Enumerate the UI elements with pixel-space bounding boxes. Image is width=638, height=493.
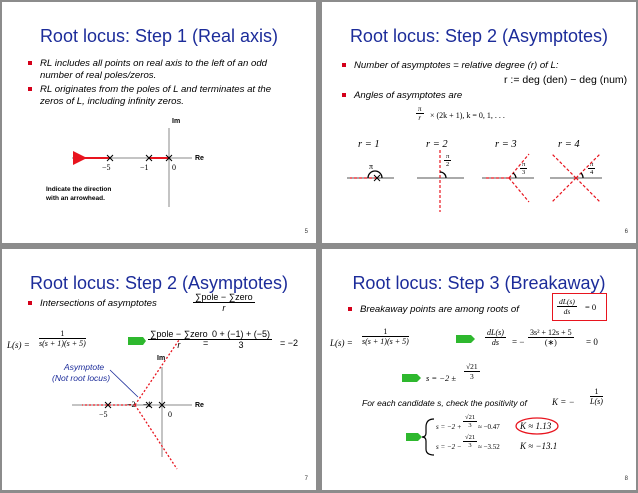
equals-sign: = [203,338,209,348]
tick-label: 0 [168,410,172,419]
calc-fraction-2: $\frac{0 + (-1) + (-5)}{3}$ [212,329,271,350]
transfer-function: $\frac{1}{s(s + 1)(s + 5)}$ [362,327,409,346]
intersection-formula: ∑pole − ∑zero r [195,292,253,313]
callout-line [110,370,138,397]
case-value: ≈ −3.52 [478,443,500,451]
angle-arcs [368,171,583,178]
asymptote-lines [350,150,600,212]
calc-fraction-1: ∑pole − ∑zero r [150,329,208,350]
tick-label: −2 [127,400,136,409]
equals-minus: = − [512,337,525,347]
slide-title: Root locus: Step 2 (Asymptotes) [349,26,609,46]
asymptote-callout: Asymptote [64,362,105,372]
derivative-rhs: 3s² + 12s + 5 (∗) [530,328,572,347]
root-fraction: $\frac{√21}{3}$ [466,362,478,381]
bullet-item: Intersections of asymptotes [40,298,190,310]
tick-label: 0 [172,163,176,172]
box-equals: = 0 [585,302,597,312]
case-fraction: $\frac{√21}{3}$ [465,414,476,429]
case-value: ≈ −0.47 [478,423,500,431]
slide-title: Root locus: Step 3 (Breakaway) [352,273,606,293]
slide-step3-breakaway [322,249,636,490]
K-fraction: $\frac{1}{L(s)}$ [590,387,603,406]
transfer-function-label: L(s) = [330,338,353,348]
transfer-function: $\frac{1}{s(s + 1)(s + 5)}$ [39,329,86,348]
angle-label: $\frac{\pi}{4}$ [590,161,594,176]
bullet-item: Angles of asymptotes are [354,90,624,102]
case-K-value: K ≈ −13.1 [520,441,558,451]
bullet-item: Number of asymptotes = relative degree (r) of L: [354,60,624,72]
axis-label-re: Re [195,155,204,162]
case-fraction: $\frac{√21}{3}$ [465,434,476,449]
root-formula: s = −2 ± [426,373,457,383]
page-number: 8 [624,476,628,482]
green-arrow-icon [128,337,146,345]
angle-label: π [369,162,374,171]
asymptote-callout: (Not root locus) [52,373,111,383]
green-arrow-icon [406,433,422,441]
candidate-text: For each candidate s, check the positivity of [362,398,527,408]
case-label: r = 3 [495,139,517,150]
note-text: with an arrowhead. [46,195,105,202]
bullet-item: RL originates from the poles of L and terminates at the zeros of L, including infinity zeros. [40,84,295,108]
equals-zero: = 0 [586,337,598,347]
transfer-function-label: L(s) = [7,340,30,350]
root-locus-plot [2,2,316,243]
tick-label: −1 [140,163,149,172]
case-K-value: K ≈ 1.13 [520,421,552,431]
bullet-item: RL includes all points on real axis to the left of an odd number of real poles/zeros. [40,58,290,82]
note-text: Indicate the direction [46,186,112,193]
cases-brace [422,419,434,455]
intersection-result: = −2 [280,338,299,348]
bullet-item: Breakaway points are among roots of [360,304,550,316]
slide-title: Root locus: Step 2 (Asymptotes) [29,273,289,293]
asymptote-plot [2,249,316,490]
slide-title: Root locus: Step 1 (Real axis) [39,26,279,46]
axis-label-im: Im [157,355,166,362]
tick-label: −5 [99,410,108,419]
axis-label-re: Re [195,402,204,409]
case-label: r = 2 [426,139,448,150]
tick-label: −5 [102,163,111,172]
tick-label: −1 [143,400,152,409]
page-number: 6 [624,229,628,235]
slide-step2-intersections [2,249,316,490]
formula-r: r := deg (den) − deg (num) [504,74,628,86]
angle-fraction: $\frac{\pi}{r}$ [418,105,422,122]
angle-label: $\frac{\pi}{3}$ [522,161,526,176]
axis-label-im: Im [172,118,181,125]
asymptote-diagrams [322,2,636,243]
case-formula: s = −2 − [436,443,462,451]
case-label: r = 1 [358,139,380,150]
case-formula: s = −2 + [436,423,462,431]
derivative-fraction: $\frac{dL(s)}{ds}$ [487,328,504,347]
angle-formula: × (2k + 1), k = 0, 1, . . . [430,111,505,120]
slide-step1 [2,2,316,243]
page-number: 5 [304,229,308,235]
slide-step2-asymptotes [322,2,636,243]
green-arrow-icon [456,335,475,343]
green-arrow-icon [402,374,421,382]
angle-label: $\frac{\pi}{2}$ [446,153,450,168]
case-label: r = 4 [558,139,580,150]
K-formula-label: K = − [552,397,575,407]
box-fraction: $\frac{dL(s)}{ds}$ [559,297,575,316]
page-number: 7 [304,476,308,482]
